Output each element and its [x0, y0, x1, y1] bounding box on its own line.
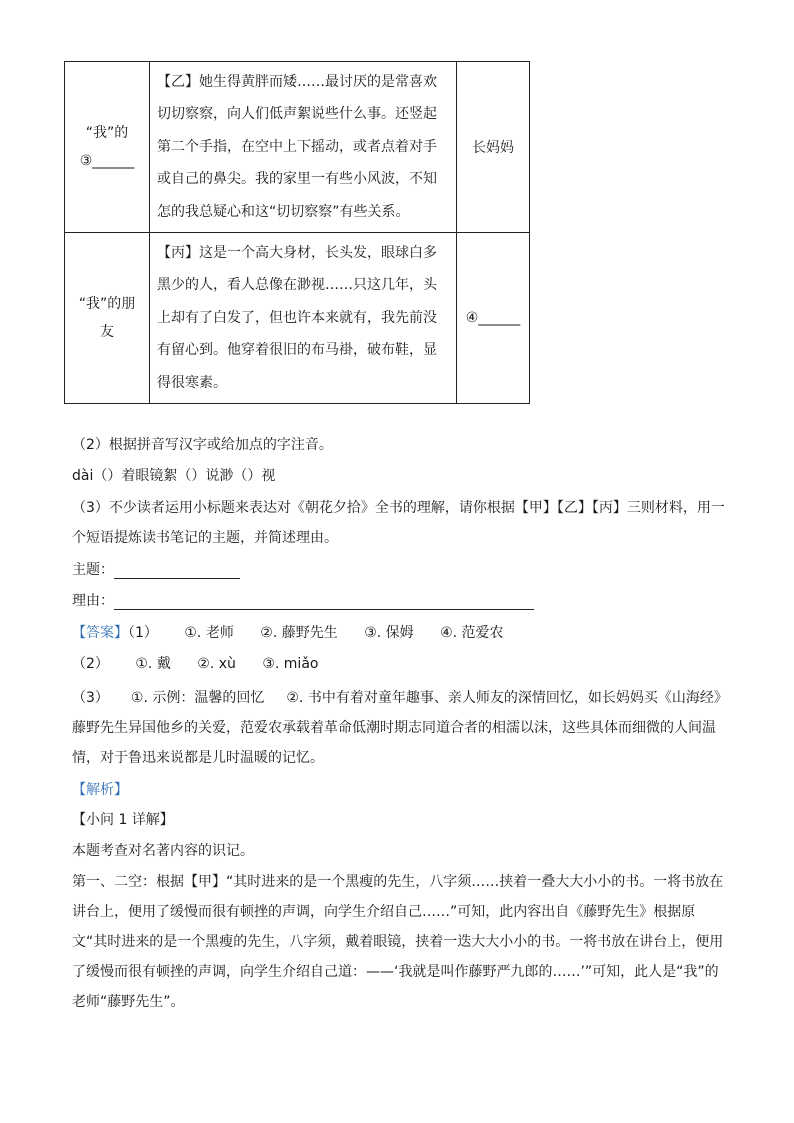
answer-1-item: ②. 藤野先生: [260, 625, 338, 641]
person-cell: [65, 62, 150, 233]
theme-label: 主题：: [72, 562, 114, 578]
person-blank: ③______: [79, 153, 135, 169]
answer-line-3: [72, 683, 728, 773]
analysis-detail: 第一、二空：根据【甲】“其时进来的是一个黑瘦的先生，八字须……挟着一叠大大小小的书。一将书放在讲台上，便用了缓慢而很有顿挫的声调，向学生介绍自己……”可知，此内容出自《藤野先生》根据原文“其时进来的是一个黑瘦的先生，八字须，戴着眼镜，挟着一迭大大小小的书。一将书放在讲台上，便用了缓慢而很有顿挫的声调，向学生介绍自己道：——‘我就是叫作藤野严九郎的……’”可知，此人是“我”的老师“藤野先生”。: [72, 874, 724, 1010]
table-row: [65, 233, 530, 404]
person-label: “我”的朋: [78, 296, 136, 312]
answer-2-item: ②. xù: [197, 656, 236, 672]
excerpt-cell: 【乙】她生得黄胖而矮……最讨厌的是常喜欢切切察察，向人们低声絮说些什么事。还竖起第二个手指，在空中上下摇动，或者点着对手或自己的鼻尖。我的家里一有些小风波，不知怎的我总疑心和这“切切察察”有些关系。: [150, 62, 457, 233]
answer-1-item: ③. 保姆: [364, 625, 414, 641]
answer-2-item: ③. miǎo: [262, 656, 319, 672]
analysis-tag: [72, 779, 128, 799]
reason-label: 理由：: [72, 593, 114, 609]
table-row: [65, 62, 530, 233]
person-label-cont: 友: [100, 324, 114, 340]
answer-tag: 【答案】: [72, 625, 128, 641]
analysis-label: 【解析】: [72, 782, 128, 798]
answer-3-prefix: （3）: [72, 690, 109, 706]
answer-3-text: ②. 书中有着对童年趣事、亲人师友的深情回忆，如长妈妈买《山海经》藤野先生异国他乡的关爱，范爱农承载着革命低潮时期志同道合者的相濡以沫，这些具体而细微的人间温情，对于鲁迅来说都是儿时温暖的记忆。: [72, 690, 728, 766]
sub-question-tag: 【小问 1 详解】: [72, 812, 174, 828]
reason-blank[interactable]: [114, 593, 534, 610]
answer-line-1: [72, 622, 504, 642]
answer-2-prefix: （2）: [72, 656, 109, 672]
answer-2-item: ①. 戴: [135, 656, 171, 672]
excerpt-cell: 【丙】这是一个高大身材，长头发，眼球白多黑少的人，看人总像在渺视……只这几年，头上却有了白发了，但也许本来就有，我先前没有留心到。他穿着很旧的布马褂，破布鞋，显得很寒素。: [150, 233, 457, 404]
answer-1-item: ④. 范爱农: [440, 625, 504, 641]
character-table: [64, 61, 530, 404]
q2-question: （2）根据拼音写汉字或给加点的字注音。: [72, 437, 333, 453]
analysis-intro: 本题考查对名著内容的识记。: [72, 843, 254, 859]
answer-3-item-1: ①. 示例：温馨的回忆: [130, 690, 265, 706]
person-cell: [65, 233, 150, 404]
name-cell: ④______: [457, 233, 530, 404]
theme-line: [72, 559, 240, 579]
theme-blank[interactable]: [114, 562, 240, 579]
q2-items: dài（）着眼镜絮（）说渺（）视: [72, 468, 276, 484]
person-label: “我”的: [85, 125, 129, 141]
name-cell: 长妈妈: [457, 62, 530, 233]
answer-1-prefix: （1）: [128, 625, 158, 641]
reason-line: [72, 590, 534, 610]
answer-1-item: ①. 老师: [184, 625, 234, 641]
answer-line-2: [72, 653, 318, 673]
q3-question: （3）不少读者运用小标题来表达对《朝花夕拾》全书的理解，请你根据【甲】【乙】【丙】三则材料，用一个短语提炼读书笔记的主题，并简述理由。: [72, 500, 725, 546]
